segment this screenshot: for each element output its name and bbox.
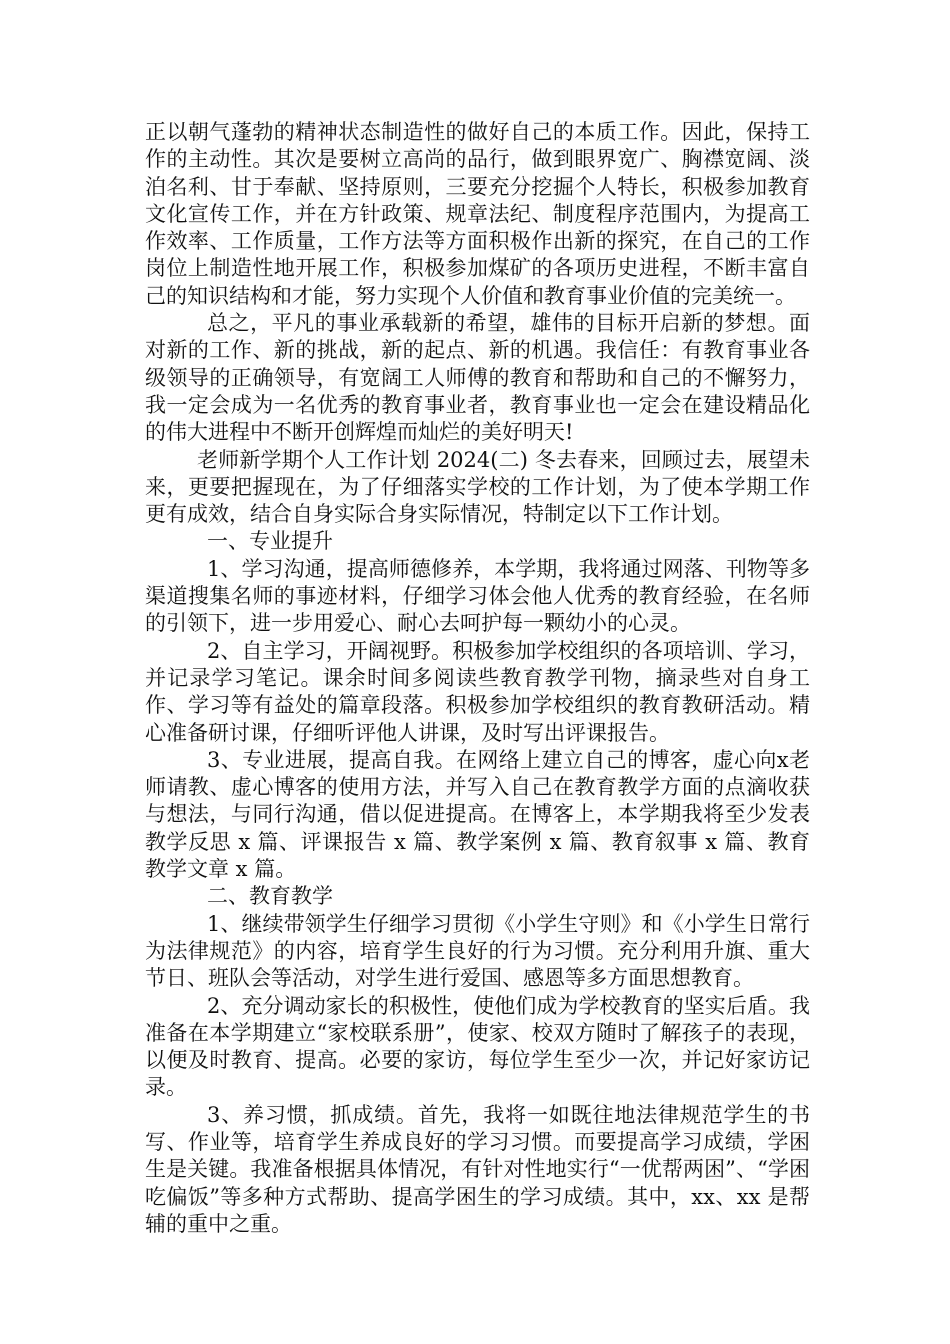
section-heading-professional: 一、专业提升 bbox=[207, 529, 333, 554]
paragraph-summary: 总之，平凡的事业承载新的希望，雄伟的目标开启新的梦想。面对新的工作、新的挑战，新的起点、新的机遇。我信任：有教育事业各级领导的正确领导，有宽阔工人师傅的教育和帮助和自己的不懈努力，我一定会成为一名优秀的教育事业者，教育事业也一定会在建设精品化的伟大进程中不断开创辉煌而灿烂的美好明天! bbox=[145, 311, 810, 445]
paragraph-item: 2、充分调动家长的积极性，使他们成为学校教育的坚实后盾。我准备在本学期建立“家校联系册”，使家、校双方随时了解孩子的表现，以便及时教育、提高。必要的家访，每位学生至少一次，并记好家访记录。 bbox=[145, 993, 810, 1100]
paragraph-item: 3、养习惯，抓成绩。首先，我将一如既往地法律规范学生的书写、作业等，培育学生养成良好的学习习惯。而要提高学习成绩，学困生是关键。我准备根据具体情况，有针对性地实行“一优帮两困”、“学困吃偏饭”等多种方式帮助、提高学困生的学习成绩。其中，xx、xx 是帮辅的重中之重。 bbox=[145, 1102, 810, 1236]
paragraph-item: 1、继续带领学生仔细学习贯彻《小学生守则》和《小学生日常行为法律规范》的内容，培育学生良好的行为习惯。充分利用升旗、重大节日、班队会等活动，对学生进行爱国、感恩等多方面思想教育。 bbox=[145, 911, 810, 991]
document-page bbox=[145, 119, 810, 1238]
paragraph-item: 2、自主学习，开阔视野。积极参加学校组织的各项培训、学习，并记录学习笔记。课余时间多阅读些教育教学刊物，摘录些对自身工作、学习等有益处的篇章段落。积极参加学校组织的教育教研活动。精心准备研讨课，仔细听评他人讲课，及时写出评课报告。 bbox=[145, 638, 810, 745]
paragraph-continuation: 正以朝气蓬勃的精神状态制造性的做好自己的本质工作。因此，保持工作的主动性。其次是要树立高尚的品行，做到眼界宽广、胸襟宽阔、淡泊名利、甘于奉献、坚持原则，三要充分挖掘个人特长，积极参加教育文化宣传工作，并在方针政策、规章法纪、制度程序范围内，为提高工作效率、工作质量，工作方法等方面积极作出新的探究，在自己的工作岗位上制造性地开展工作，积极参加煤矿的各项历史进程，不断丰富自己的知识结构和才能，努力实现个人价值和教育事业价值的完美统一。 bbox=[145, 120, 810, 308]
paragraph-item: 1、学习沟通，提高师德修养，本学期，我将通过网落、刊物等多渠道搜集名师的事迹材料，仔细学习体会他人优秀的教育经验，在名师的引领下，进一步用爱心、耐心去呵护每一颗幼小的心灵。 bbox=[145, 556, 810, 636]
section-heading-teaching: 二、教育教学 bbox=[207, 884, 333, 909]
paragraph-plan-intro: 老师新学期个人工作计划 2024(二) 冬去春来，回顾过去，展望未来，更要把握现在，为了仔细落实学校的工作计划，为了使本学期工作更有成效，结合自身实际合身实际情况，特制定以下工作计划。 bbox=[145, 447, 810, 527]
paragraph-item: 3、专业进展，提高自我。在网络上建立自己的博客，虚心向x老师请教、虚心博客的使用方法，并写入自己在教育教学方面的点滴收获与想法，与同行沟通，借以促进提高。在博客上，本学期我将至少发表教学反思 x 篇、评课报告 x 篇、教学案例 x 篇、教育叙事 x 篇、教育教学文章 x 篇。 bbox=[145, 747, 810, 882]
